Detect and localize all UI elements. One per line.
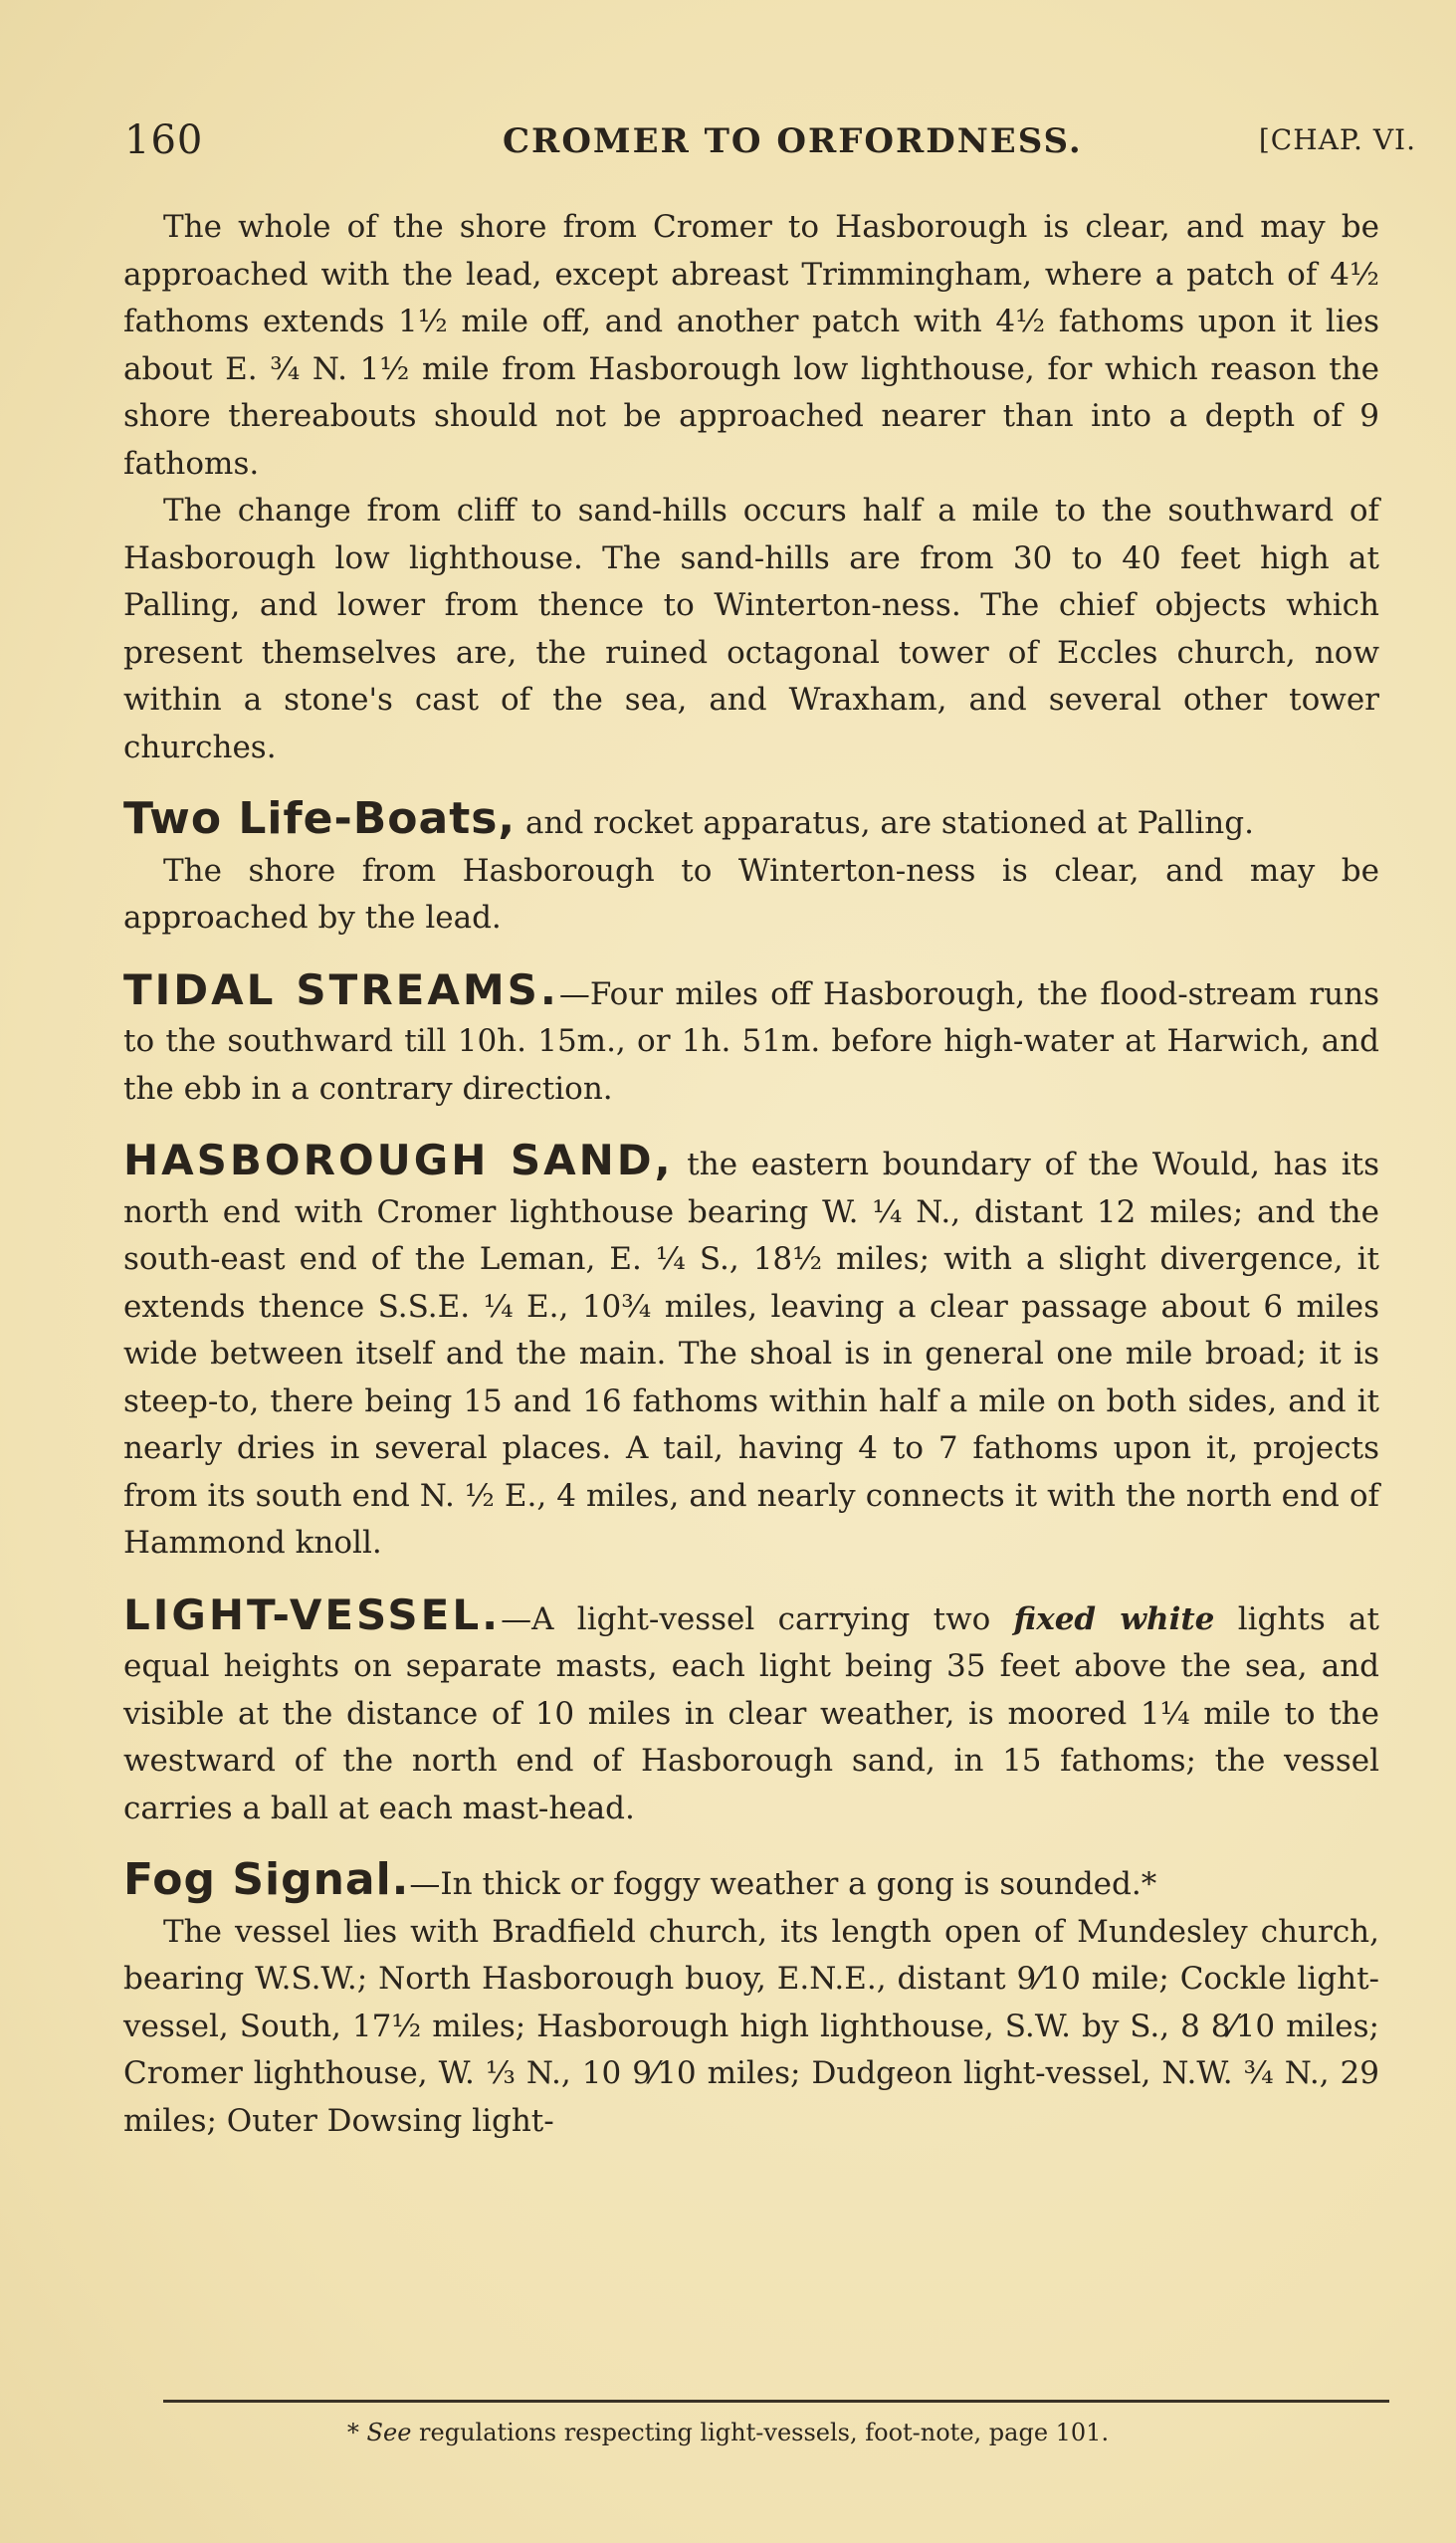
chapter-label: [CHAP. VI. xyxy=(1258,123,1416,156)
heading-hasborough-sand: HASBOROUGH SAND, xyxy=(123,1136,674,1184)
footnote-see: See xyxy=(366,2419,412,2446)
hasborough-sand-text: the eastern boundary of the Would, has its north end with Cromer lighthouse bearing W. ¼ N., distant 12 miles; and the south-east end of the Leman, E. ¼ S., 18½ miles; with a slight divergence, it extends thence S.S.E. ¼ E., 10¾ miles, leaving a clear passage about 6 miles wide between itself and the main. The shoal is in general one mile broad; it is steep-to, there being 15 and 16 fathoms within half a mile on both sides, and it nearly dries in several places. A tail, having 4 to 7 fathoms upon it, projects from its south end N. ½ E., 4 miles, and nearly connects it with the north end of Hammond knoll. xyxy=(123,1147,1379,1561)
footnote-marker: * xyxy=(346,2419,367,2446)
light-vessel-text-b: lights at equal heights on separate masts, each light being 35 feet above the sea, and visible at the distance of 10 miles in clear weather, is moored 1¼ mile to the westward of the north end of Hasborough sand, in 15 fathoms; the vessel carries a ball at each mast-head. xyxy=(123,1600,1380,1826)
paragraph-sand-hills: The change from cliff to sand-hills occurs half a mile to the southward of Hasborough low lighthouse. The sand-hills are from 30 to 40 feet high at Palling, and lower from thence to Winterton-ness. The chief objects which present themselves are, the ruined octagonal tower of Eccles church, now within a stone's cast of the sea, and Wraxham, and several other tower churches. xyxy=(123,493,1379,765)
paragraph-vessel-bearings: The vessel lies with Bradfield church, its length open of Mundesley church, bearing W.S.W.; North Hasborough buoy, E.N.E., distant 9⁄10 mile; Cockle light-vessel, South, 17½ miles; Hasborough high lighthouse, S.W. by S., 8 8⁄10 miles; Cromer lighthouse, W. ⅓ N., 10 9⁄10 miles; Dudgeon light-vessel, N.W. ¾ N., 29 miles; Outer Dowsing light- xyxy=(123,1913,1379,2139)
page-number: 160 xyxy=(124,117,204,163)
footnote xyxy=(0,2419,1456,2446)
footnote-rule xyxy=(163,2400,1389,2403)
section-light-vessel xyxy=(123,1591,1379,1833)
life-boats-text: and rocket apparatus, are stationed at Palling. xyxy=(516,805,1254,841)
tidal-streams-text: —Four miles off Hasborough, the flood-stream runs to the southward till 10h. 15m., or 1h. 51m. before high-water at Harwich, and the ebb in a contrary direction. xyxy=(123,975,1379,1107)
section-hasborough-sand xyxy=(123,1137,1379,1568)
section-tidal-streams xyxy=(123,966,1379,1114)
page-header xyxy=(124,117,1416,177)
light-vessel-italic: fixed white xyxy=(1013,1600,1215,1637)
heading-fog-signal: Fog Signal. xyxy=(123,1854,410,1905)
page-body xyxy=(123,204,1379,2145)
paragraph-shore-cromer: The whole of the shore from Cromer to Hasborough is clear, and may be approached with the lead, except abreast Trimmingham, where a patch of 4½ fathoms extends 1½ mile off, and another patch with 4½ fathoms upon it lies about E. ¾ N. 1½ mile from Hasborough low lighthouse, for which reason the shore thereabouts should not be approached nearer than into a depth of 9 fathoms. xyxy=(123,209,1379,482)
section-fog-signal xyxy=(123,1856,1379,1909)
light-vessel-text-a: —A light-vessel carrying two xyxy=(501,1600,1014,1637)
running-title: CROMER TO ORFORDNESS. xyxy=(503,121,1083,161)
heading-tidal-streams: TIDAL STREAMS. xyxy=(123,964,559,1014)
heading-life-boats: Two Life-Boats, xyxy=(123,793,517,844)
fog-signal-text: —In thick or foggy weather a gong is sounded.* xyxy=(409,1866,1157,1902)
section-life-boats xyxy=(123,795,1379,848)
footnote-text: regulations respecting light-vessels, foot-note, page 101. xyxy=(411,2419,1110,2446)
heading-light-vessel: LIGHT-VESSEL. xyxy=(123,1589,502,1639)
paragraph-shore-winterton: The shore from Hasborough to Winterton-ness is clear, and may be approached by the lead. xyxy=(123,852,1379,936)
